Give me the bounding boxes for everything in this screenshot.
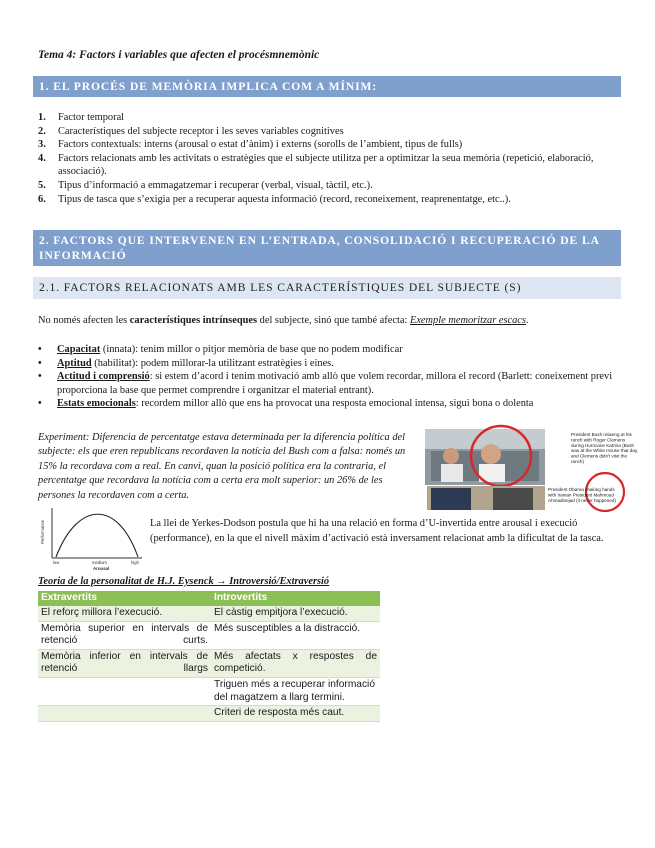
experiment-paragraph: Experiment: Diferencia de percentatge estava determinada per la diferencia política del subjecte: els que eren republicans recordaven la notícia del Bush com a falsa: només un 15% la recordava com a real. En canvi, quan la posició política era la contraria, el percentatge que recordava la notícia com a certa era molt superior: un 26% de les persones la recordaven com a certa. [38,432,406,501]
list-item: 5. Tipus d’informació a emmagatzemar i recuperar (verbal, visual, tàctil, etc.). [38,179,373,191]
memory-process-list [38,111,618,206]
eysenck-theory-title: Teoria de la personalitat de H.J. Eysenck → Introversió/Extraversió [38,576,330,587]
table-header-row [38,591,380,606]
table-cell [38,706,211,722]
table-cell: Més susceptibles a la distracció. [211,621,380,649]
table-cell: Criteri de resposta més caut. [211,706,380,722]
photo-collage-image [421,426,639,512]
example-link[interactable]: Exemple memoritzar escacs [409,315,526,326]
table-cell: Memòria superior en intervals de retenció curts. [38,621,211,649]
photo-caption-1: President Bush relaxing at his ranch with Roger Clemens during Hurricane Katrina (Bush was at the White House that day, and Clemens didn't visit the ranch) [571,432,639,464]
graph-tick-high: high [131,560,139,565]
table-cell: Memòria inferior en intervals de retenció llargs [38,649,211,677]
graph-tick-low: low [53,560,60,565]
section21-heading: 2.1. FACTORS RELACIONATS AMB LES CARACTERÍSTIQUES DEL SUBJECTE (S) [33,277,621,299]
doctored-news-photos [421,426,639,512]
table-cell: Triguen més a recuperar informació del magatzem a llarg termini. [211,677,380,705]
column-header-extravertits: Extravertits [38,591,211,606]
table-cell: Més afectats x respostes de competició. [211,649,380,677]
list-item: 6. Tipus de tasca que s’exigia per a recuperar aquesta informació (record, reconeixement, reaprenentatge, etc..). [38,193,511,205]
list-item: 2. Característiques del subjecte receptor i les seves variables cognitives [38,125,344,137]
table-row [38,606,380,621]
photo-caption-2: President Obama shaking hands with Iranian President Mahmoud Ahmadinejad (it never happened) [548,487,616,503]
table-cell [38,677,211,705]
yerkes-dodson-graph [38,504,145,572]
list-item: 4. Factors relacionats amb les activitats o estratègies que el subjecte utilitza per a optimitzar la seua memòria (repetició, elaboració, associació). [38,152,594,178]
table-cell: El reforç millora l’execució. [38,606,211,621]
table-row [38,677,380,705]
column-header-introvertits: Introvertits [211,591,380,606]
eysenck-table [38,591,380,722]
intro-paragraph: No només afecten les característiques intrínseques del subjecte, sinó que també afecta: Exemple memoritzar escacs. [38,315,529,326]
graph-tick-medium: medium [92,560,107,565]
graph-xlabel: Arousal [93,566,110,571]
list-item: • Capacitat (innata): tenim millor o pitjor memòria de base que no podem modificar [38,344,403,355]
list-item: 3. Factors contextuals: interns (arousal o estat d’ànim) i externs (sorolls de l’ambient, tipus de fulls) [38,139,463,151]
table-row [38,706,380,722]
subject-factors-list [38,343,623,411]
table-row [38,649,380,677]
section1-heading: 1. EL PROCÉS DE MEMÒRIA IMPLICA COM A MÍNIM: [33,76,621,97]
list-item: • Estats emocionals: recordem millor allò que ens ha provocat una resposta emocional intensa, sigui bona o dolenta [38,398,534,410]
yerkes-dodson-text: La llei de Yerkes-Dodson postula que hi ha una relació en forma d’U-invertida entre arousal i execució (performance), en la que el nivell màxim d’activació està inversament relacionat amb la dificultat de la tasca. [150,518,604,544]
list-item: • Actitud i comprensió: si estem d’acord i tenim motivació amb allò que volem recordar, millora el record (Barlett: coneixement previ proporciona la base que permet comprendre i organitzar el material entrant). [38,371,613,396]
document-title: Tema 4: Factors i variables que afecten el procésmnemònic [38,49,320,61]
table-cell: El càstig empitjora l’execució. [211,606,380,621]
table-row [38,621,380,649]
list-item: • Aptitud (habilitat): podem millorar-la utilitzant estratègies i eines. [38,357,334,369]
graph-ylabel: Performance [40,520,45,544]
section2-heading: 2. FACTORS QUE INTERVENEN EN L’ENTRADA, CONSOLIDACIÓ I RECUPERACIÓ DE LA INFORMACIÓ [33,230,621,266]
list-item: 1. Factor temporal [38,112,125,123]
